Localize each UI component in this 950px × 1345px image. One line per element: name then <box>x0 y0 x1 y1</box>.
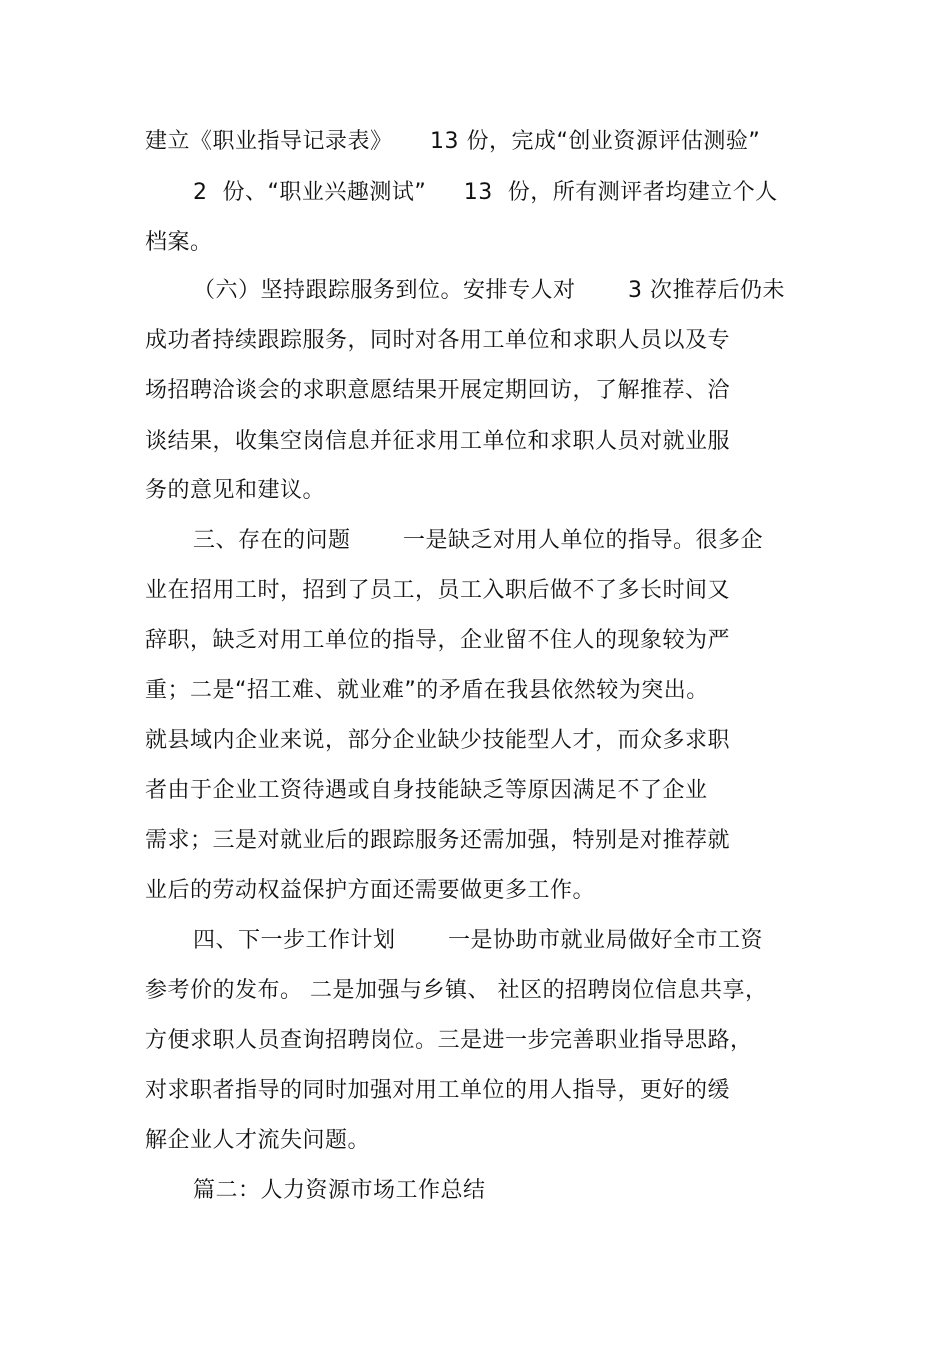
text-line-14: 者由于企业工资待遇或自身技能缺乏等原因满足不了企业 <box>145 778 708 803</box>
section-heading-problems: 三、存在的问题 一是缺乏对用人单位的指导。很多企 <box>193 528 763 553</box>
text-line-18: 参考价的发布。 二是加强与乡镇、 社区的招聘岗位信息共享， <box>145 978 768 1003</box>
article-title: 篇二：人力资源市场工作总结 <box>193 1178 486 1203</box>
text-line-20: 对求职者指导的同时加强对用工单位的用人指导，更好的缓 <box>145 1078 731 1103</box>
text-line-6: 场招聘洽谈会的求职意愿结果开展定期回访，了解推荐、洽 <box>145 378 731 403</box>
text-line-15: 需求；三是对就业后的跟踪服务还需加强，特别是对推荐就 <box>145 828 731 853</box>
text-line-11: 辞职，缺乏对用工单位的指导，企业留不住人的现象较为严 <box>145 628 731 653</box>
text-line-13: 就县域内企业来说，部分企业缺少技能型人才，而众多求职 <box>145 728 731 753</box>
text-line-4: （六）坚持跟踪服务到位。安排专人对 3 次推荐后仍未 <box>193 278 785 303</box>
text-line-10: 业在招用工时，招到了员工，员工入职后做不了多长时间又 <box>145 578 731 603</box>
text-line-2: 2 份、“职业兴趣测试” 13 份，所有测评者均建立个人 <box>193 180 778 205</box>
text-line-16: 业后的劳动权益保护方面还需要做更多工作。 <box>145 878 596 903</box>
section-heading-next-plan: 四、下一步工作计划 一是协助市就业局做好全市工资 <box>193 928 763 953</box>
text-line-12: 重；二是“招工难、就业难”的矛盾在我县依然较为突出。 <box>145 678 709 703</box>
text-line-5: 成功者持续跟踪服务，同时对各用工单位和求职人员以及专 <box>145 328 731 353</box>
text-line-7: 谈结果，收集空岗信息并征求用工单位和求职人员对就业服 <box>145 429 731 454</box>
text-line-8: 务的意见和建议。 <box>145 478 326 503</box>
text-line-3: 档案。 <box>145 230 213 255</box>
text-line-19: 方便求职人员查询招聘岗位。三是进一步完善职业指导思路， <box>145 1028 753 1053</box>
text-line-21: 解企业人才流失问题。 <box>145 1128 371 1153</box>
text-line-1: 建立《职业指导记录表》 13 份，完成“创业资源评估测验” <box>145 129 761 154</box>
